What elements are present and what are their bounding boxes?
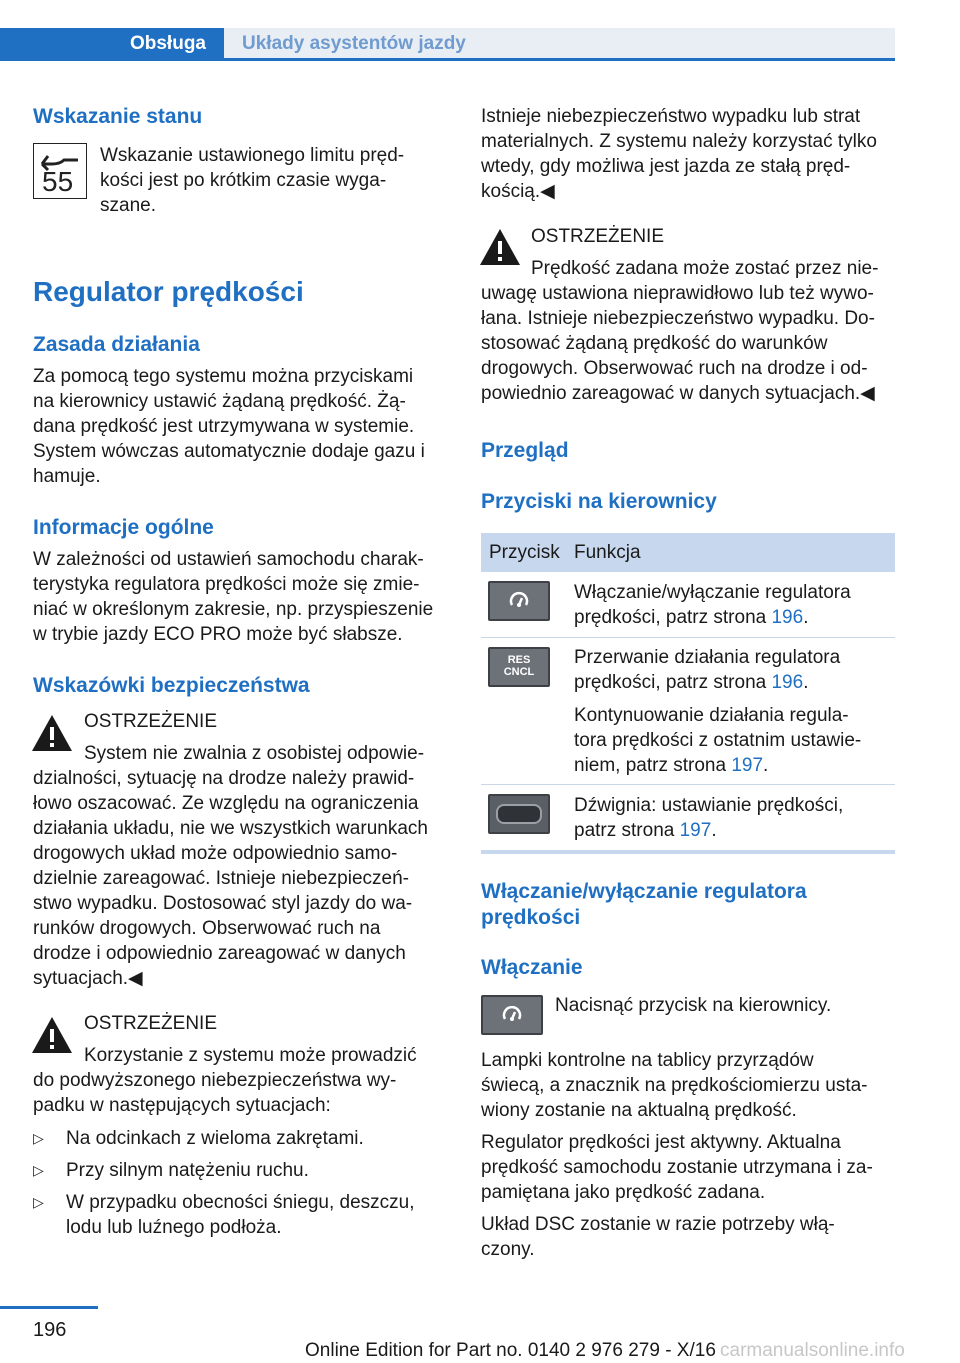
page-link[interactable]: 196 — [771, 607, 804, 628]
page-link[interactable]: 197 — [679, 820, 712, 841]
zasada-text: Za pomocą tego systemu można przyciskami na kierownicy ustawić żądaną prędkość. Żą- dana prędkość jest utrzymywana w systemie. System wówczas automatycznie dodaje gazu i hamuje. — [33, 366, 425, 487]
page-link[interactable]: 197 — [731, 755, 764, 776]
cruise-control-icon — [490, 583, 548, 619]
res-label: RES — [507, 654, 531, 666]
footer-rule — [0, 1306, 98, 1309]
row-divider — [481, 637, 895, 638]
page-number: 196 — [33, 1319, 67, 1341]
cruise-control-icon — [483, 997, 541, 1033]
cncl-label: CNCL — [503, 666, 535, 678]
header-tabs — [0, 28, 895, 60]
warning-triangle-icon — [31, 713, 73, 753]
heading-wskazowki-bezpieczenstwa: Wskazówki bezpieczeństwa — [33, 674, 310, 697]
paragraph-dsc: Układ DSC zostanie w razie potrzeby włą- czony. — [481, 1214, 835, 1260]
col-header-przycisk: Przycisk — [489, 542, 560, 563]
cruise-on-off-button-icon — [481, 995, 543, 1035]
table-row: Włączanie/wyłączanie regulatora prędkości, patrz strona 196. — [574, 582, 851, 628]
tab-uklady-asystentow[interactable]: Układy asystentów jazdy — [224, 28, 895, 60]
tab-obsluga[interactable]: Obsługa — [0, 28, 224, 60]
page-link[interactable]: 196 — [771, 672, 804, 693]
bullet-triangle-icon: ▷ — [33, 1194, 44, 1210]
wlaczanie-text: Nacisnąć przycisk na kierownicy. — [555, 995, 832, 1016]
watermark: carmanualsonline.info — [720, 1340, 905, 1361]
bullet-triangle-icon: ▷ — [33, 1130, 44, 1146]
table-bottom-rule — [481, 850, 895, 854]
heading-przyciski-na-kierownicy: Przyciski na kierownicy — [481, 490, 717, 513]
heading-wlaczanie-wylaczanie: Włączanie/wyłączanie regulatora prędkości — [481, 880, 807, 929]
heading-przeglad: Przegląd — [481, 439, 569, 462]
heading-regulator-predkosci: Regulator prędkości — [33, 276, 304, 307]
warning1-head: OSTRZEŻENIE System nie zwalnia z osobistej odpowie- — [84, 711, 425, 764]
res-cncl-button-icon — [488, 647, 550, 687]
speed-limit-number: 55 — [42, 166, 74, 197]
lever-icon — [488, 794, 550, 834]
table-header — [481, 533, 895, 572]
table-row: Dźwignia: ustawianie prędkości, patrz strona 197. — [574, 795, 844, 841]
header-rule — [0, 58, 895, 61]
cruise-on-off-button-icon — [488, 581, 550, 621]
informacje-text: W zależności od ustawień samochodu charak- terystyka regulatora prędkości może się zmie- niać w określonym zakresie, np. przyspieszenie w trybie jazdy ECO PRO może być słabsze. — [33, 549, 434, 645]
edition-text: Online Edition for Part no. 0140 2 976 279 - X/16 — [305, 1340, 716, 1361]
heading-wlaczanie: Włączanie — [481, 956, 583, 979]
col-header-funkcja: Funkcja — [574, 542, 641, 563]
wskazanie-stanu-text: Wskazanie ustawionego limitu pręd- kości jest po krótkim czasie wyga- szane. — [100, 145, 405, 216]
paragraph-lampki: Lampki kontrolne na tablicy przyrządów świecą, a znacznik na prędkościomierzu usta- wiony zostanie na aktualną prędkość. — [481, 1050, 868, 1121]
warning-triangle-icon — [479, 227, 521, 267]
heading-informacje-ogolne: Informacje ogólne — [33, 516, 214, 539]
paragraph-regulator-aktywny: Regulator prędkości jest aktywny. Aktualna prędkość samochodu zostanie utrzymana i za- pamiętana jako prędkość zadana. — [481, 1132, 873, 1203]
speed-limit-icon — [33, 143, 87, 199]
bullet-triangle-icon: ▷ — [33, 1162, 44, 1178]
table-row: Przerwanie działania regulatora prędkości, patrz strona 196. Kontynuowanie działania regula- tora prędkości z ostatnim ustawie- niem, patrz strona 197. — [574, 647, 862, 776]
warning3-text: uwagę ustawiona nieprawidłowo lub też wywo- łana. Istnieje niebezpieczeństwo wypadku. Do- stosować żądaną prędkość do warunków drogowych. Obserwować ruch na drodze i od- powiednio zareagować w danych sytuacjach.◀ — [481, 283, 875, 404]
lever-shape — [496, 804, 542, 824]
warning3-head: OSTRZEŻENIE Prędkość zadana może zostać przez nie- — [531, 226, 879, 279]
warning2-head: OSTRZEŻENIE Korzystanie z systemu może prowadzić — [84, 1013, 417, 1066]
heading-zasada-dzialania: Zasada działania — [33, 333, 200, 356]
row-divider — [481, 784, 895, 785]
right-top-text: Istnieje niebezpieczeństwo wypadku lub strat materialnych. Z systemu należy korzystać tylko wtedy, gdy możliwa jest jazda ze stałą pręd- kością.◀ — [481, 106, 877, 202]
warning2-text: do podwyższonego niebezpieczeństwa wy- padku w następujących sytuacjach: — [33, 1070, 397, 1116]
heading-wskazanie-stanu: Wskazanie stanu — [33, 105, 203, 128]
warning1-text: dzialności, sytuację na drodze należy prawid- łowo oszacować. Ze względu na ograniczenia działania układu, nie we wszystkich warunkach drogowych układ może odpowiednio samo- dzielnie zareagować. Istnieje niebezpieczeń- stwo wypadku. Dostosować styl jazdy do wa- runków drogowych. Obserwować ruch na drodze i odpowiednio zareagować w danych sytuacjach.◀ — [33, 768, 428, 989]
warning-triangle-icon — [31, 1015, 73, 1055]
